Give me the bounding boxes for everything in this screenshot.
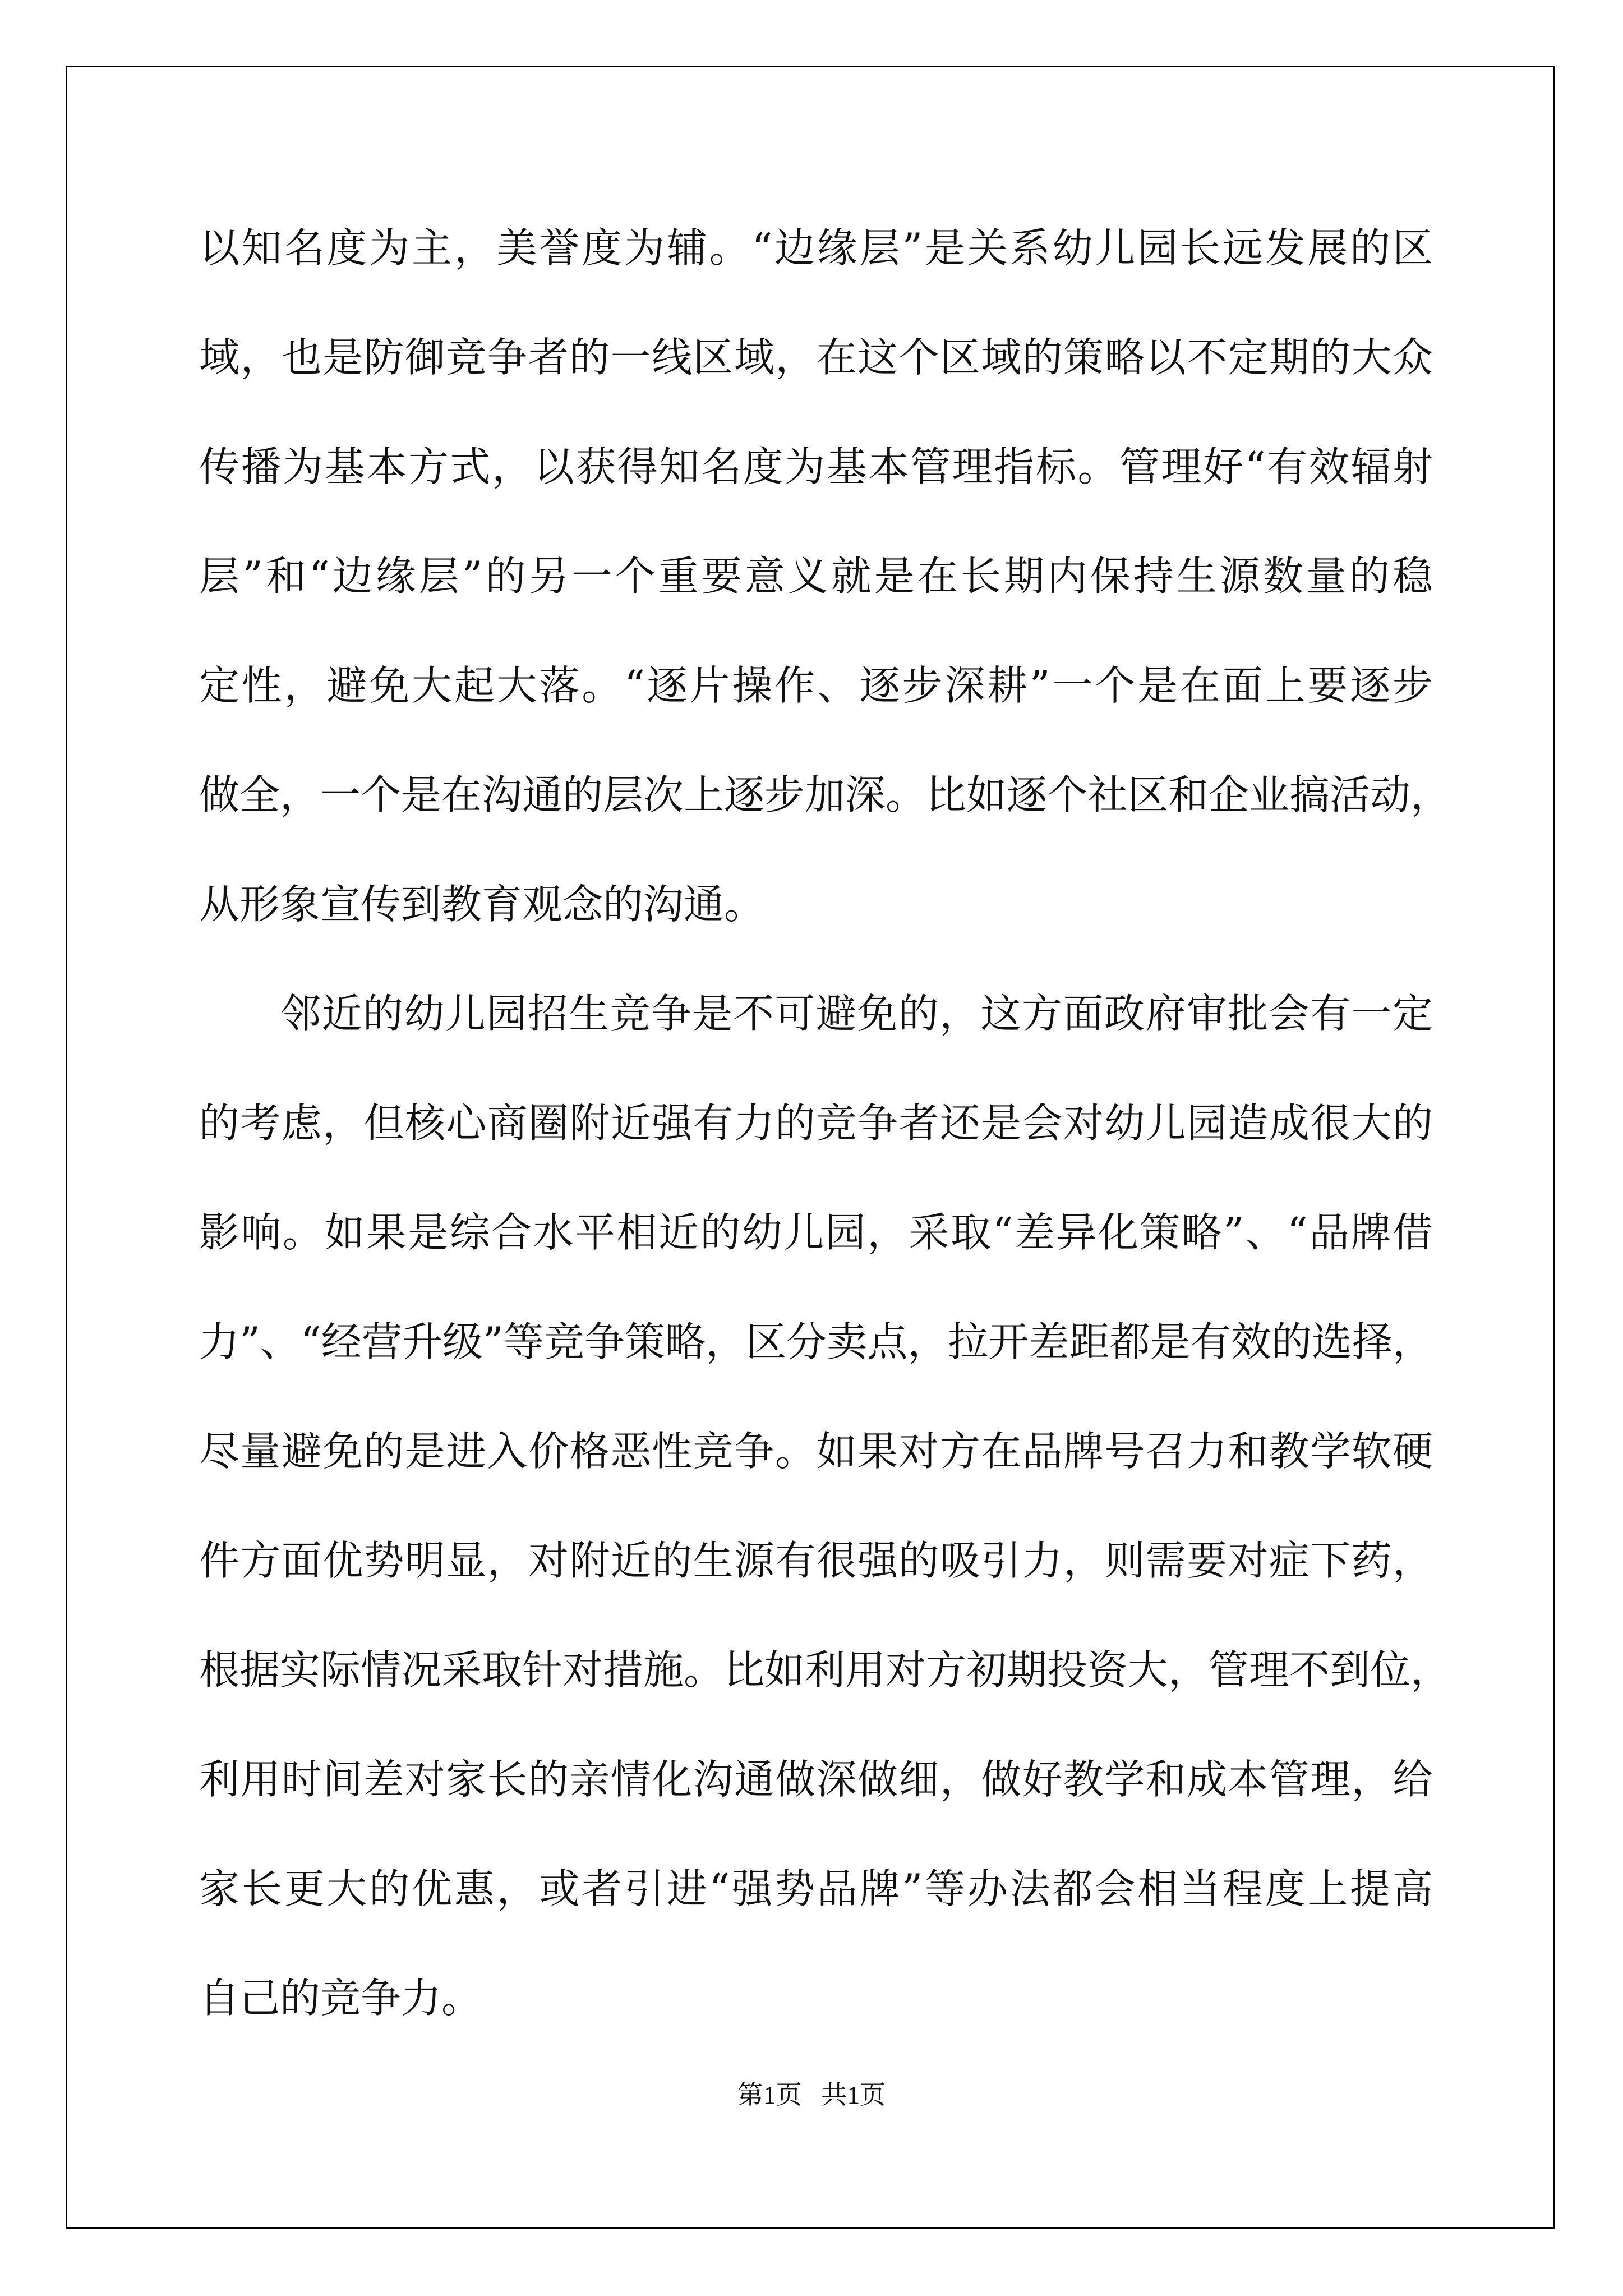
paragraph-1-line-5: 定性，避免大起大落。“逐片操作、逐步深耕”一个是在面上要逐步 xyxy=(199,662,1433,709)
paragraph-2-line-6: 件方面优势明显，对附近的生源有很强的吸引力，则需要对症下药， xyxy=(199,1537,1433,1584)
page-footer: 第1页 共1页 xyxy=(737,2081,886,2109)
paragraph-2-line-8: 利用时间差对家长的亲情化沟通做深做细，做好教学和成本管理，给 xyxy=(199,1756,1433,1803)
paragraph-2-line-2: 的考虑，但核心商圈附近强有力的竞争者还是会对幼儿园造成很大的 xyxy=(199,1099,1433,1147)
paragraph-1-line-6: 做全，一个是在沟通的层次上逐步加深。比如逐个社区和企业搞活动， xyxy=(199,771,1451,818)
paragraph-2-line-7: 根据实际情况采取针对措施。比如利用对方初期投资大，管理不到位， xyxy=(199,1646,1451,1694)
paragraph-1-line-2: 域，也是防御竞争者的一线区域，在这个区域的策略以不定期的大众 xyxy=(199,334,1433,381)
paragraph-2-line-10: 自己的竞争力。 xyxy=(199,1975,482,2022)
paragraph-2-line-5: 尽量避免的是进入价格恶性竞争。如果对方在品牌号召力和教学软硬 xyxy=(199,1428,1433,1475)
paragraph-1-line-3: 传播为基本方式，以获得知名度为基本管理指标。管理好“有效辐射 xyxy=(199,443,1433,490)
paragraph-1-line-4: 层”和“边缘层”的另一个重要意义就是在长期内保持生源数量的稳 xyxy=(199,553,1433,600)
paragraph-2-line-3: 影响。如果是综合水平相近的幼儿园，采取“差异化策略”、“品牌借 xyxy=(199,1209,1433,1256)
paragraph-1-line-7: 从形象宣传到教育观念的沟通。 xyxy=(199,881,765,928)
paragraph-1-line-1: 以知名度为主，美誉度为辅。“边缘层”是关系幼儿园长远发展的区 xyxy=(199,224,1433,272)
paragraph-2-line-9: 家长更大的优惠，或者引进“强势品牌”等办法都会相当程度上提高 xyxy=(199,1865,1433,1912)
paragraph-2-line-4: 力”、“经营升级”等竞争策略，区分卖点，拉开差距都是有效的选择， xyxy=(199,1318,1433,1365)
paragraph-2-line-1: 邻近的幼儿园招生竞争是不可避免的，这方面政府审批会有一定 xyxy=(280,990,1433,1037)
